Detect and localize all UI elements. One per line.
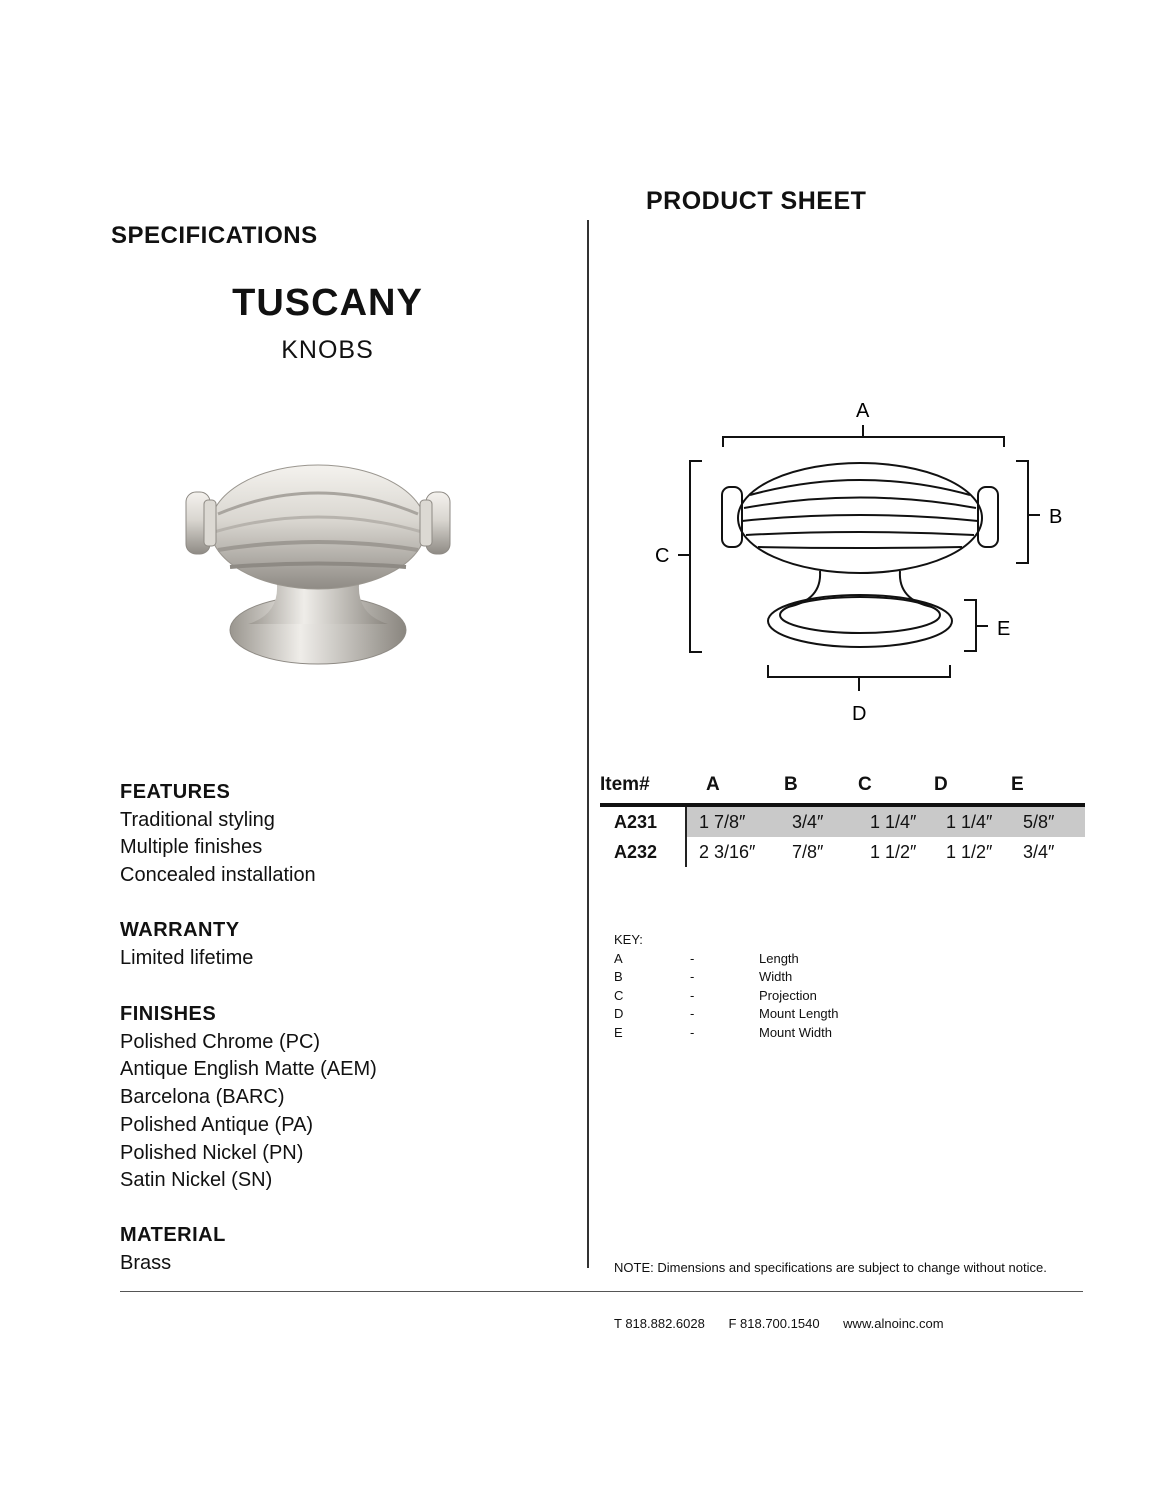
- table-row: [600, 837, 1085, 867]
- key-entry: [614, 1024, 832, 1043]
- diagram-label-e: E: [997, 618, 1011, 640]
- material-item: Brass: [120, 1251, 172, 1274]
- product-sheet-heading: PRODUCT SHEET: [646, 187, 867, 215]
- finishes-heading: FINISHES: [120, 1003, 217, 1025]
- diagram-label-b: B: [1049, 506, 1063, 528]
- warranty-section: [120, 917, 253, 972]
- table-cell-item: A232: [600, 837, 686, 867]
- features-section: [120, 779, 316, 890]
- dimensions-table: [600, 773, 1085, 867]
- key-meaning: Width: [759, 969, 793, 985]
- footer-fax: F 818.700.1540: [728, 1316, 820, 1331]
- key-meaning: Mount Length: [759, 1006, 839, 1022]
- footer-website[interactable]: www.alnoinc.com: [843, 1316, 944, 1331]
- table-row: [600, 805, 1085, 837]
- diagram-label-d: D: [852, 703, 867, 725]
- key-letter: D: [614, 1006, 624, 1022]
- product-category: KNOBS: [281, 336, 374, 364]
- table-cell: 1 1/2″: [870, 841, 917, 862]
- footer-divider: [120, 1291, 1083, 1292]
- column-divider: [587, 220, 589, 1268]
- key-entry: [614, 950, 799, 969]
- table-header-a: A: [686, 773, 780, 805]
- finish-item: Antique English Matte (AEM): [120, 1058, 377, 1081]
- key-letter: B: [614, 969, 623, 985]
- table-cell: 1 7/8″: [686, 805, 780, 837]
- features-heading: FEATURES: [120, 781, 231, 803]
- key-letter: C: [614, 987, 624, 1003]
- key-dash: -: [690, 1006, 695, 1022]
- finish-item: Polished Nickel (PN): [120, 1141, 304, 1164]
- key-meaning: Mount Width: [759, 1024, 832, 1040]
- finish-item: Satin Nickel (SN): [120, 1169, 273, 1192]
- footer-contact: [614, 1316, 964, 1331]
- key-entry: [614, 1005, 839, 1024]
- diagram-label-a: A: [856, 400, 870, 422]
- key-dash: -: [690, 969, 695, 985]
- table-header-d: D: [934, 773, 1011, 805]
- table-cell: 1 1/4″: [934, 805, 1011, 837]
- table-header-c: C: [858, 773, 934, 805]
- table-header-item: Item#: [600, 773, 686, 805]
- material-heading: MATERIAL: [120, 1224, 226, 1246]
- dimension-diagram: [640, 395, 1080, 730]
- material-section: [120, 1222, 226, 1277]
- warranty-heading: WARRANTY: [120, 919, 240, 941]
- table-cell: 1 1/4″: [858, 805, 934, 837]
- key-legend: [614, 931, 839, 1043]
- key-heading: KEY:: [614, 932, 643, 947]
- key-letter: E: [614, 1024, 623, 1040]
- warranty-item: Limited lifetime: [120, 946, 254, 969]
- finish-item: Polished Chrome (PC): [120, 1030, 321, 1053]
- knob-photo: [178, 452, 458, 672]
- key-entry: [614, 968, 793, 987]
- finishes-section: [120, 1001, 377, 1195]
- disclaimer-note: NOTE: Dimensions and specifications are subject to change without notice.: [614, 1260, 1047, 1275]
- footer-phone: T 818.882.6028: [614, 1316, 705, 1331]
- specifications-heading: SPECIFICATIONS: [111, 222, 318, 249]
- key-dash: -: [690, 1024, 695, 1040]
- table-cell: 2 3/16″: [699, 841, 756, 862]
- table-cell: 3/4″: [1023, 841, 1055, 862]
- key-letter: A: [614, 950, 623, 966]
- table-cell: 5/8″: [1011, 805, 1085, 837]
- key-meaning: Length: [759, 950, 799, 966]
- key-entry: [614, 987, 817, 1006]
- feature-item: Multiple finishes: [120, 836, 263, 859]
- table-cell: 1 1/2″: [946, 841, 993, 862]
- feature-item: Concealed installation: [120, 864, 316, 887]
- feature-item: Traditional styling: [120, 808, 275, 831]
- table-cell: 7/8″: [792, 841, 824, 862]
- finish-item: Polished Antique (PA): [120, 1113, 314, 1136]
- table-header-e: E: [1011, 773, 1085, 805]
- key-dash: -: [690, 950, 695, 966]
- table-cell-item: A231: [600, 805, 686, 837]
- table-header-b: B: [780, 773, 858, 805]
- diagram-label-c: C: [655, 545, 670, 567]
- key-dash: -: [690, 987, 695, 1003]
- table-cell: 3/4″: [780, 805, 858, 837]
- product-name: TUSCANY: [232, 282, 423, 324]
- finish-item: Barcelona (BARC): [120, 1086, 285, 1109]
- key-meaning: Projection: [759, 987, 817, 1003]
